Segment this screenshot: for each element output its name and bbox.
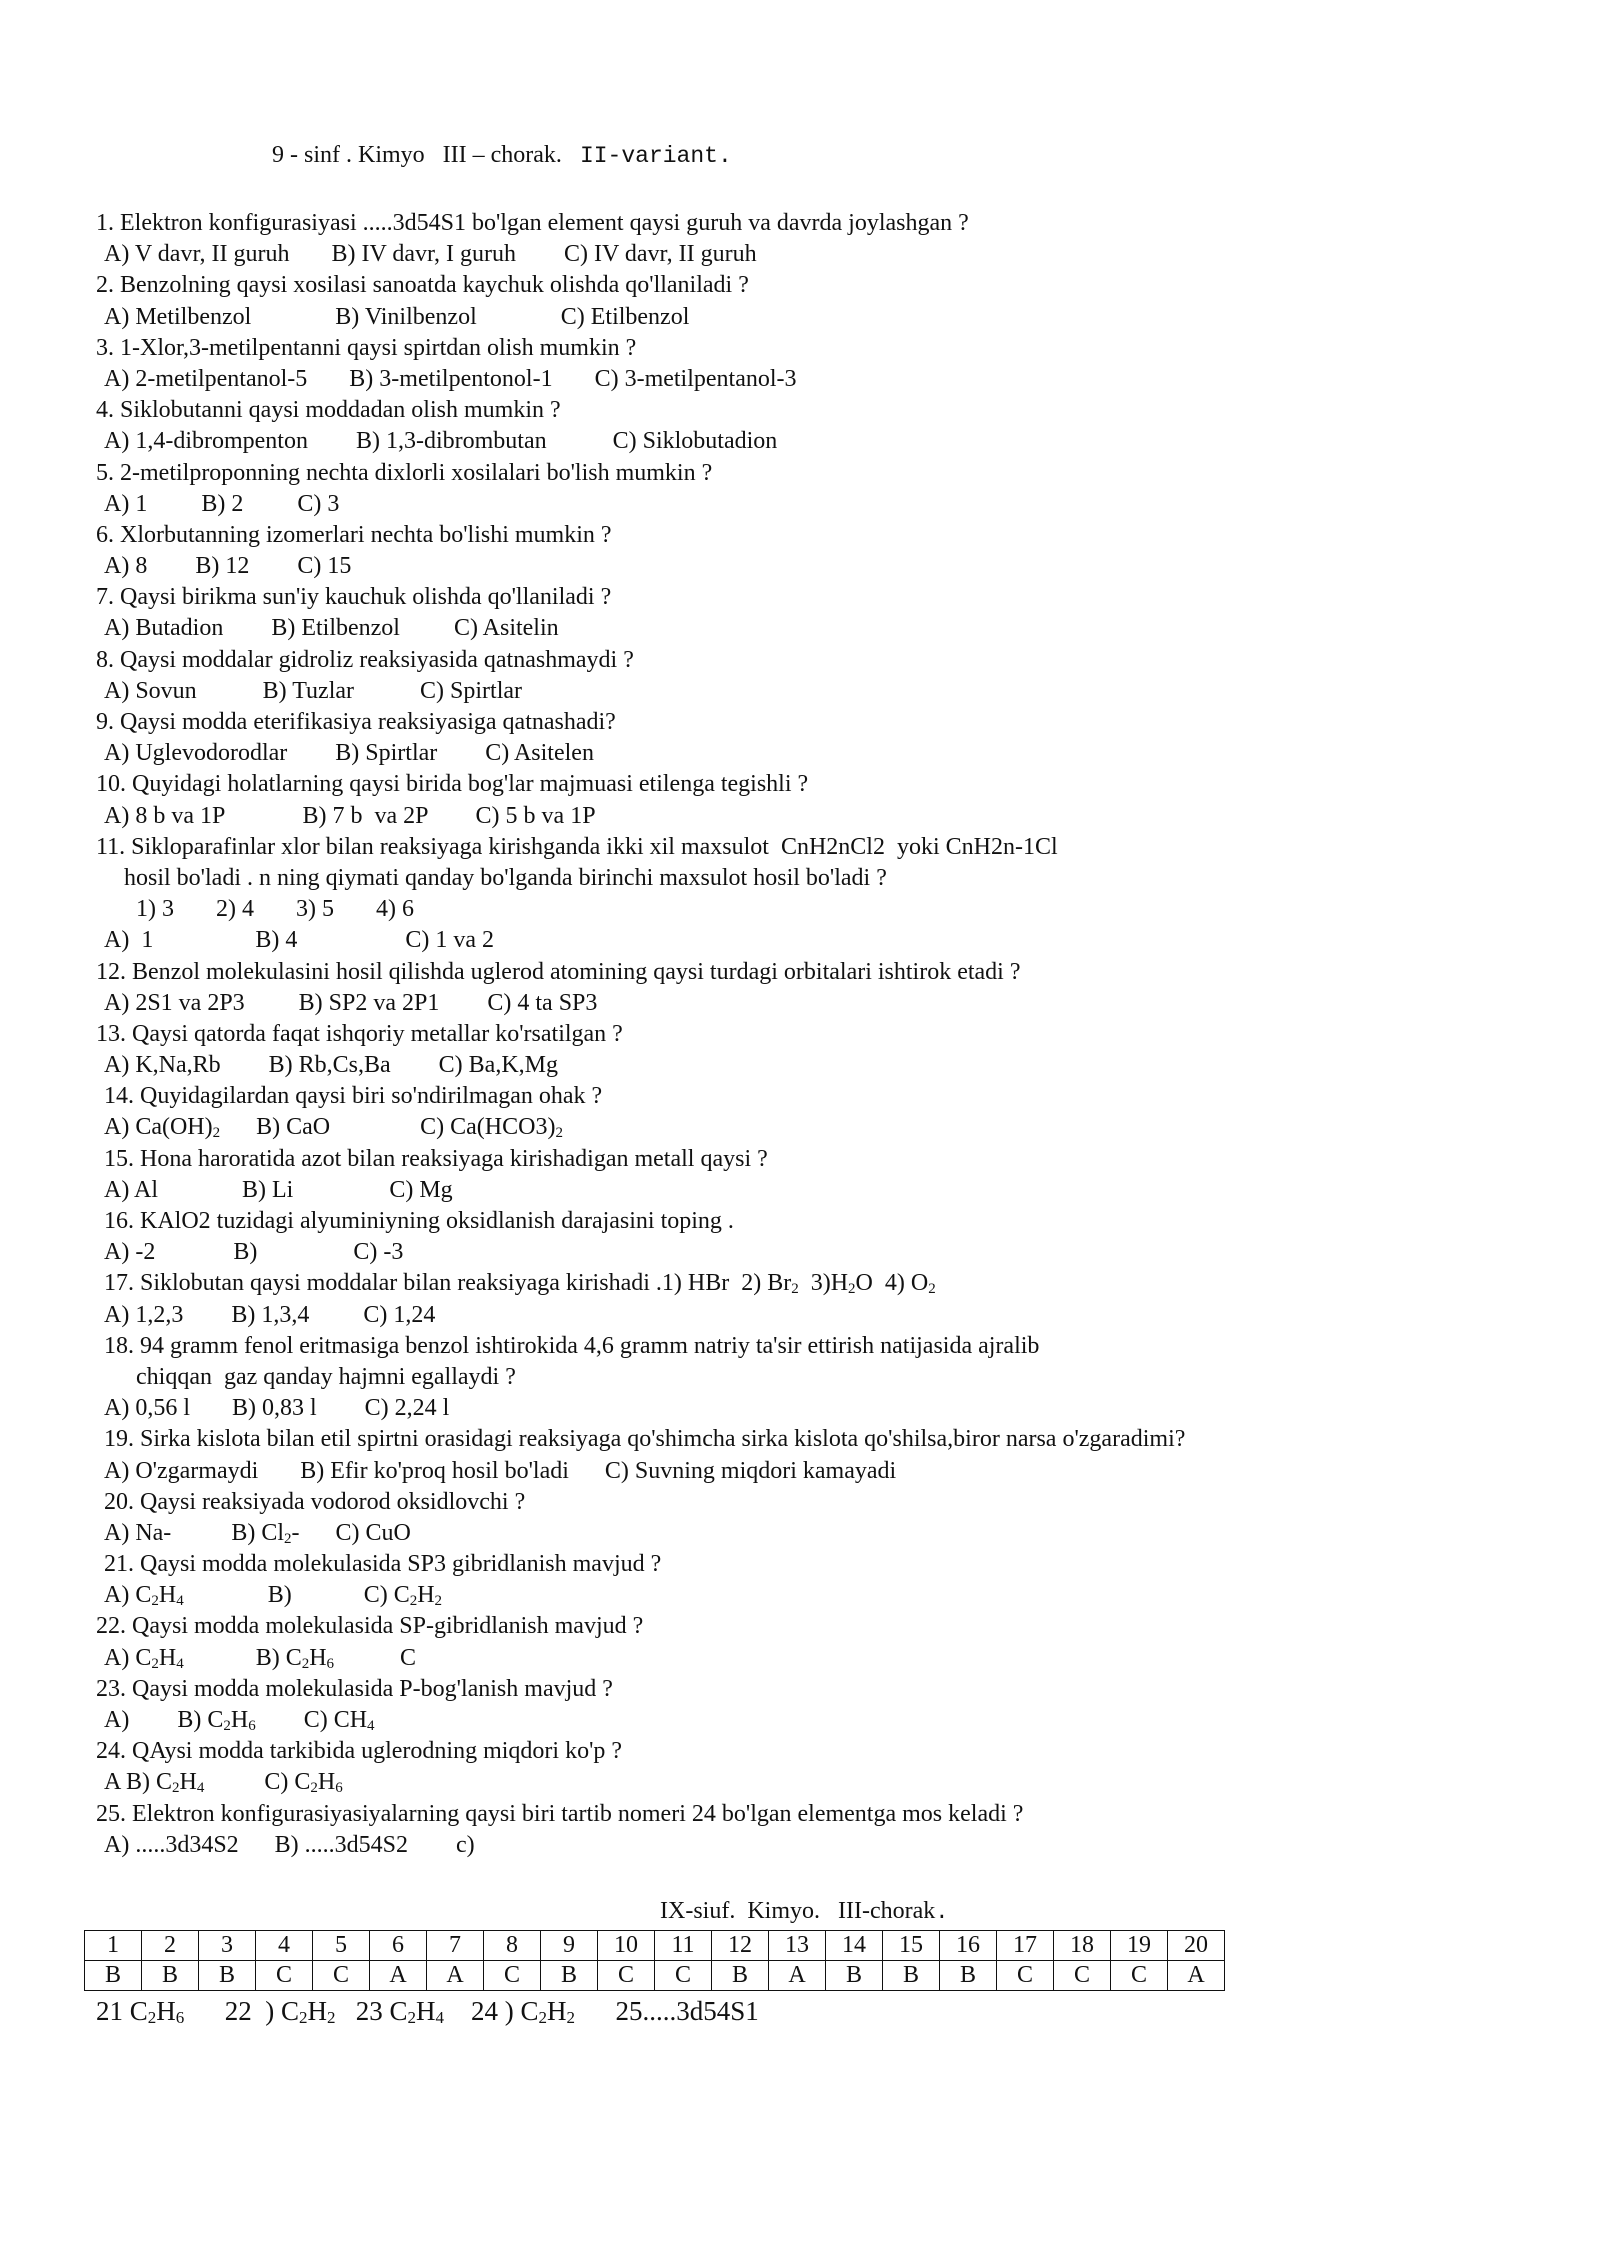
- question-text: Qaysi birikma sun'iy kauchuk olishda qo'llaniladi ?: [120, 584, 612, 611]
- options-7: [96, 613, 1536, 644]
- options-8: [96, 676, 1536, 707]
- question-number: 8.: [96, 646, 114, 673]
- option-a: A) .....3d34S2: [104, 1831, 239, 1858]
- answer-key-number-cell: 12: [712, 1931, 769, 1961]
- answer-key-title-text: IX-siuf. Kimyo. III-chorak: [660, 1898, 936, 1924]
- extra-text: H: [307, 1996, 328, 2026]
- option-a: A) Ca(OH): [104, 1114, 213, 1141]
- answer-key-number-cell: 8: [484, 1931, 541, 1961]
- option-b: B) SP2 va 2P1: [298, 989, 440, 1016]
- options-24: A B) $C_2H_4$ C) $C_2H_6$: [104, 1769, 343, 1797]
- question-4: [96, 395, 1536, 426]
- option-b: B) 1,3,4: [231, 1301, 310, 1328]
- question-text: 94 gramm fenol eritmasiga benzol ishtirokida 4,6 gramm natriy ta'sir ettirish natijasida ajralib: [140, 1332, 1040, 1359]
- option-b: B) Rb,Cs,Ba: [268, 1052, 391, 1079]
- option-c: C) Etilbenzol: [560, 303, 690, 330]
- answer-key-answer-cell: C: [598, 1961, 655, 1991]
- question-number: 13.: [96, 1020, 126, 1047]
- option-a: A) -2: [104, 1239, 156, 1266]
- question-text: 1-Xlor,3-metilpentanni qaysi spirtdan olish mumkin ?: [120, 334, 637, 361]
- answer-key-number-cell: 3: [199, 1931, 256, 1961]
- option-c: C) 4 ta SP3: [487, 989, 598, 1016]
- question-number: 17.: [104, 1270, 134, 1297]
- option-c: C) 1,24: [363, 1301, 436, 1328]
- answer-key-extra: [96, 1996, 759, 2027]
- answer-key-answer-cell: B: [712, 1961, 769, 1991]
- question-number: 14.: [104, 1083, 134, 1110]
- question-17: 17. Siklobutan qaysi moddalar bilan reaksiyaga kirishadi .1) HBr 2) $Br_2$ $3)H_2O$ 4) $O_2$: [104, 1270, 936, 1298]
- answer-key-answer-cell: A: [1168, 1961, 1225, 1991]
- options-13: [96, 1050, 1536, 1081]
- extra-24: [471, 1996, 575, 2026]
- question-24: [96, 1736, 1536, 1767]
- answer-key-number-cell: 17: [997, 1931, 1054, 1961]
- option-b: B) 1,3-dibrombutan: [355, 428, 547, 455]
- question-text: 3)H: [798, 1270, 849, 1297]
- options-16: [96, 1237, 1536, 1268]
- options-4: [96, 426, 1536, 457]
- subscript: 2: [538, 2008, 548, 2027]
- question-text: O 4) O: [855, 1270, 929, 1297]
- subscript: 6: [175, 2008, 185, 2027]
- question-number: 5.: [96, 459, 114, 486]
- option-a: A) 1,4-dibrompenton: [104, 428, 308, 455]
- options-5: [96, 489, 1536, 520]
- question-1: [96, 208, 1536, 239]
- answer-key-number-cell: 13: [769, 1931, 826, 1961]
- option-c: C) IV davr, II guruh: [564, 241, 757, 268]
- question-number: 11.: [96, 833, 126, 860]
- option-c: C) 5 b va 1P: [475, 802, 596, 829]
- option-a: A) 1,2,3: [104, 1301, 184, 1328]
- option-c: C) Asitelen: [485, 740, 594, 767]
- option-a: A): [104, 1707, 130, 1733]
- subscript: 2: [407, 2008, 417, 2027]
- question-23: [96, 1674, 1536, 1705]
- question-18-continued: [96, 1362, 1536, 1393]
- question-text: Elektron konfigurasiyasi .....3d54S1 bo'lgan element qaysi guruh va davrda joylashgan ?: [120, 210, 969, 236]
- option-c: C) CH: [303, 1707, 368, 1733]
- suboptions-11: [96, 894, 1536, 925]
- question-number: 22.: [96, 1613, 126, 1640]
- option-b: B) Spirtlar: [335, 740, 438, 767]
- answer-key-answer-cell: B: [199, 1961, 256, 1991]
- answer-key-number-cell: 7: [427, 1931, 484, 1961]
- option-a: A) Butadion: [104, 615, 224, 642]
- answer-key-number-cell: 6: [370, 1931, 427, 1961]
- extra-text: H: [416, 1996, 436, 2026]
- answer-key-answer-cell: B: [142, 1961, 199, 1991]
- answer-key-number-cell: 16: [940, 1931, 997, 1961]
- options-17: [96, 1300, 1536, 1331]
- options-19: [96, 1456, 1536, 1487]
- subscript: 2: [566, 2008, 576, 2027]
- answer-key-number-cell: 1: [85, 1931, 142, 1961]
- question-text: Benzol molekulasini hosil qilishda uglerod atomining qaysi turdagi orbitalari ishtirok etadi ?: [132, 958, 1021, 985]
- answer-key-number-cell: 14: [826, 1931, 883, 1961]
- options-2: [96, 302, 1536, 333]
- option-c: C) Asitelin: [453, 615, 559, 642]
- extra-label: 22 ) C: [224, 1996, 300, 2026]
- subscript: 2: [147, 2008, 157, 2027]
- option-b: B) CaO: [256, 1114, 331, 1141]
- option-c: C) Spirtlar: [420, 677, 523, 704]
- option-c: C) 15: [297, 553, 352, 580]
- option-a: A) Al: [104, 1176, 158, 1203]
- option-b: B) 3-metilpentonol-1: [349, 365, 553, 392]
- option-b: B) Li: [242, 1176, 294, 1203]
- option-a: A) K,Na,Rb: [104, 1052, 221, 1079]
- question-number: 12.: [96, 958, 126, 985]
- title-variant: II-variant.: [579, 143, 732, 169]
- option-c: C) CuO: [335, 1519, 411, 1546]
- option-c: C) 1 va 2: [405, 927, 494, 954]
- question-text: Qaysi modda molekulasida P-bog'lanish mavjud ?: [132, 1675, 613, 1702]
- option-c: C) Siklobutadion: [612, 428, 778, 455]
- question-21: [96, 1549, 1536, 1580]
- answer-key-number-cell: 5: [313, 1931, 370, 1961]
- question-text: chiqqan gaz qanday hajmni egallaydi ?: [136, 1363, 516, 1390]
- option-a: A) 2S1 va 2P3: [104, 989, 245, 1016]
- option-a: A) C: [104, 1644, 152, 1671]
- subscript: 4: [435, 2008, 445, 2027]
- question-number: 4.: [96, 397, 114, 424]
- subscript: 2: [299, 2008, 308, 2027]
- question-number: 16.: [104, 1208, 134, 1234]
- option-b: B) 12: [195, 553, 250, 580]
- option-a: A) Sovun: [104, 677, 197, 704]
- answer-key-number-cell: 11: [655, 1931, 712, 1961]
- answer-key-number-row: [85, 1931, 1225, 1961]
- options-12: [96, 988, 1536, 1019]
- answer-key-number-cell: 2: [142, 1931, 199, 1961]
- option-b: B) 7 b va 2P: [302, 802, 428, 829]
- question-number: 19.: [104, 1426, 134, 1453]
- question-9: [96, 707, 1536, 738]
- option-c: C) Suvning miqdori kamayadi: [604, 1457, 897, 1484]
- question-number: 15.: [104, 1145, 134, 1172]
- extra-25: 25.....3d54S1: [615, 1996, 759, 2026]
- answer-key-title: [660, 1898, 948, 1925]
- question-3: [96, 333, 1536, 364]
- option-a: A) 1: [104, 927, 154, 954]
- question-11-continued: [96, 863, 1536, 894]
- option-b: B) C: [177, 1707, 224, 1733]
- extra-text: H: [547, 1996, 567, 2026]
- question-22: [96, 1611, 1536, 1642]
- answer-key-number-cell: 19: [1111, 1931, 1168, 1961]
- suboption-4: 4) 6: [376, 896, 414, 923]
- option-c: C) Ca(HCO3): [420, 1114, 556, 1141]
- question-16: [96, 1206, 1536, 1237]
- question-10: [96, 769, 1536, 800]
- option-b: B) Vinilbenzol: [335, 303, 477, 330]
- option-c: C) 3-metilpentanol-3: [594, 365, 797, 392]
- options-21: A) $C_2H_4$ B) C) $C_2H_2$: [104, 1582, 443, 1610]
- question-25: [96, 1799, 1536, 1830]
- question-number: 2.: [96, 272, 114, 299]
- options-1: [96, 239, 1536, 270]
- question-number: 20.: [104, 1488, 134, 1515]
- question-number: 3.: [96, 334, 114, 361]
- question-text: 2-metilproponning nechta dixlorli xosilalari bo'lish mumkin ?: [120, 459, 713, 486]
- option-a: A) 8: [104, 553, 148, 580]
- answer-key-answer-cell: B: [85, 1961, 142, 1991]
- option-b: B) Cl: [231, 1519, 284, 1546]
- question-number: 9.: [96, 709, 114, 735]
- question-number: 25.: [96, 1800, 126, 1827]
- question-text: Benzolning qaysi xosilasi sanoatda kaychuk olishda qo'llaniladi ?: [120, 272, 749, 299]
- question-text: Qaysi modda molekulasida SP3 gibridlanish mavjud ?: [140, 1551, 662, 1578]
- answer-key-answer-cell: B: [940, 1961, 997, 1991]
- question-14: [96, 1081, 1536, 1112]
- option-b: B) 0,83 l: [232, 1395, 317, 1422]
- answer-key-answer-cell: C: [1054, 1961, 1111, 1991]
- answer-key-number-cell: 10: [598, 1931, 655, 1961]
- question-text: Hona haroratida azot bilan reaksiyaga kirishadigan metall qaysi ?: [140, 1145, 768, 1172]
- extra-label: 21 C: [96, 1996, 148, 2026]
- extra-label: 23 C: [355, 1996, 408, 2026]
- option-c: C) 3: [297, 490, 340, 517]
- option-c: C) C: [363, 1582, 410, 1609]
- question-number: 24.: [96, 1738, 126, 1765]
- question-number: 18.: [104, 1332, 134, 1359]
- question-2: [96, 270, 1536, 301]
- option-b: B): [233, 1239, 258, 1266]
- question-number: 7.: [96, 584, 114, 611]
- options-20: A) Na- B) $Cl_2-$ C) CuO: [104, 1519, 411, 1547]
- answer-key-number-cell: 15: [883, 1931, 940, 1961]
- option-a: A) 2-metilpentanol-5: [104, 365, 308, 392]
- option-a: A) Uglevodorodlar: [104, 740, 288, 767]
- option-a: A) O'zgarmaydi: [104, 1457, 259, 1484]
- answer-key-answer-cell: A: [769, 1961, 826, 1991]
- option-c: C) Ba,K,Mg: [438, 1052, 559, 1079]
- answer-key-number-cell: 4: [256, 1931, 313, 1961]
- answer-key-answer-cell: C: [313, 1961, 370, 1991]
- answer-key-answer-cell: A: [370, 1961, 427, 1991]
- option-b: B) Tuzlar: [262, 677, 355, 704]
- option-a: A) V davr, II guruh: [104, 241, 290, 268]
- question-text: Sikloparafinlar xlor bilan reaksiyaga kirishganda ikki xil maxsulot CnH2nCl2 yoki CnH2n-1Cl: [131, 833, 1058, 860]
- question-text: Sirka kislota bilan etil spirtni orasidagi reaksiyaga qo'shimcha sirka kislota qo'shilsa,biror narsa o'zgaradimi?: [140, 1426, 1186, 1453]
- options-15: [96, 1175, 1536, 1206]
- option-ab: A B) C: [104, 1769, 173, 1796]
- answer-key-answer-cell: B: [826, 1961, 883, 1991]
- option-b: B) Efir ko'proq hosil bo'ladi: [300, 1457, 569, 1484]
- question-text: Elektron konfigurasiyasiyalarning qaysi biri tartib nomeri 24 bo'lgan elementga mos keladi ?: [132, 1800, 1024, 1827]
- extra-21: [96, 1996, 184, 2026]
- page-title: [272, 142, 732, 169]
- answer-key-number-cell: 18: [1054, 1931, 1111, 1961]
- options-11: [96, 925, 1536, 956]
- answer-key-answer-cell: C: [484, 1961, 541, 1991]
- suboption-2: 2) 4: [216, 896, 254, 923]
- question-20: [96, 1487, 1536, 1518]
- option-c: C) -3: [353, 1239, 404, 1266]
- extra-23: [356, 1996, 444, 2026]
- option-a: A) 0,56 l: [104, 1395, 190, 1422]
- subscript: 2: [327, 2008, 336, 2027]
- option-a: A) C: [104, 1582, 152, 1609]
- option-b: B) 2: [201, 490, 244, 517]
- answer-key-answer-cell: B: [541, 1961, 598, 1991]
- answer-key-table: [84, 1930, 1225, 1991]
- question-13: [96, 1019, 1536, 1050]
- question-text: Qaysi modda eterifikasiya reaksiyasiga qatnashadi?: [120, 709, 616, 735]
- question-list: [96, 208, 1536, 1861]
- answer-key-number-cell: 20: [1168, 1931, 1225, 1961]
- options-25: [96, 1830, 1536, 1861]
- question-12: [96, 957, 1536, 988]
- option-b: B) 4: [255, 927, 298, 954]
- question-text: Qaysi reaksiyada vodorod oksidlovchi ?: [140, 1488, 526, 1515]
- option-b: B) IV davr, I guruh: [331, 241, 517, 268]
- question-6: [96, 520, 1536, 551]
- question-5: [96, 458, 1536, 489]
- question-text: Siklobutan qaysi moddalar bilan reaksiyaga kirishadi .1) HBr 2) Br: [140, 1270, 792, 1297]
- extra-22: [225, 1996, 336, 2026]
- question-text: Qaysi qatorda faqat ishqoriy metallar ko'rsatilgan ?: [132, 1020, 623, 1047]
- question-text: hosil bo'ladi . n ning qiymati qanday bo'lganda birinchi maxsulot hosil bo'ladi ?: [124, 864, 887, 891]
- question-number: 6.: [96, 521, 114, 548]
- question-15: [96, 1144, 1536, 1175]
- answer-key-answer-cell: B: [883, 1961, 940, 1991]
- option-a: A) Metilbenzol: [104, 303, 252, 330]
- question-8: [96, 645, 1536, 676]
- question-text: Siklobutanni qaysi moddadan olish mumkin ?: [120, 397, 561, 424]
- question-text: Qaysi moddalar gidroliz reaksiyasida qatnashmaydi ?: [120, 646, 634, 673]
- question-7: [96, 582, 1536, 613]
- option-c: c): [456, 1831, 475, 1858]
- question-text: QAysi modda tarkibida uglerodning miqdori ko'p ?: [132, 1738, 623, 1765]
- option-b: B) C: [255, 1644, 302, 1671]
- question-number: 1.: [96, 210, 114, 236]
- option-a: A) Na-: [104, 1519, 172, 1546]
- options-14: A) $Ca(OH)_2$ B) CaO C) $Ca(HCO3)_2$: [104, 1114, 563, 1142]
- question-number: 10.: [96, 771, 126, 798]
- question-text: Quyidagilardan qaysi biri so'ndirilmagan ohak ?: [140, 1083, 603, 1110]
- answer-key-answer-cell: C: [655, 1961, 712, 1991]
- question-number: 23.: [96, 1675, 126, 1702]
- options-23: A) B) $C_2H_6$ C) $CH_4$: [104, 1707, 375, 1734]
- option-b: B): [267, 1582, 292, 1609]
- option-a: A) 8 b va 1P: [104, 802, 225, 829]
- suboption-3: 3) 5: [296, 896, 334, 923]
- answer-key-answer-row: [85, 1961, 1225, 1991]
- answer-key-answer-cell: C: [1111, 1961, 1168, 1991]
- question-number: 21.: [104, 1551, 134, 1578]
- extra-label: 24 ) C: [471, 1996, 539, 2026]
- options-18: [96, 1393, 1536, 1424]
- option-b: B) .....3d54S2: [274, 1831, 409, 1858]
- extra-text: H: [156, 1996, 176, 2026]
- options-9: [96, 738, 1536, 769]
- option-a: A) 1: [104, 490, 148, 517]
- answer-key-number-cell: 9: [541, 1931, 598, 1961]
- question-text: Qaysi modda molekulasida SP-gibridlanish mavjud ?: [132, 1613, 644, 1640]
- options-6: [96, 551, 1536, 582]
- option-b: B) Etilbenzol: [271, 615, 400, 642]
- answer-key-answer-cell: C: [256, 1961, 313, 1991]
- question-text: Xlorbutanning izomerlari nechta bo'lishi mumkin ?: [120, 521, 612, 548]
- answer-key-answer-cell: C: [997, 1961, 1054, 1991]
- options-22: A) $C_2H_4$ B) $C_2H_6$ C: [104, 1644, 417, 1672]
- question-18: [96, 1331, 1536, 1362]
- question-text: KAlO2 tuzidagi alyuminiyning oksidlanish darajasini toping .: [140, 1208, 734, 1234]
- option-c: C) C: [264, 1769, 311, 1796]
- suboption-1: 1) 3: [136, 896, 174, 923]
- options-3: [96, 364, 1536, 395]
- title-main: 9 - sinf . Kimyo III – chorak.: [272, 142, 562, 168]
- question-text: Quyidagi holatlarning qaysi birida bog'lar majmuasi etilenga tegishli ?: [132, 771, 809, 798]
- option-c: C) Mg: [389, 1176, 453, 1203]
- question-19: [96, 1424, 1536, 1455]
- answer-key-title-dot: .: [935, 1900, 949, 1925]
- option-c: C) 2,24 l: [364, 1395, 450, 1422]
- answer-key-answer-cell: A: [427, 1961, 484, 1991]
- options-10: [96, 801, 1536, 832]
- option-c: C: [400, 1644, 417, 1671]
- question-11: [96, 832, 1536, 863]
